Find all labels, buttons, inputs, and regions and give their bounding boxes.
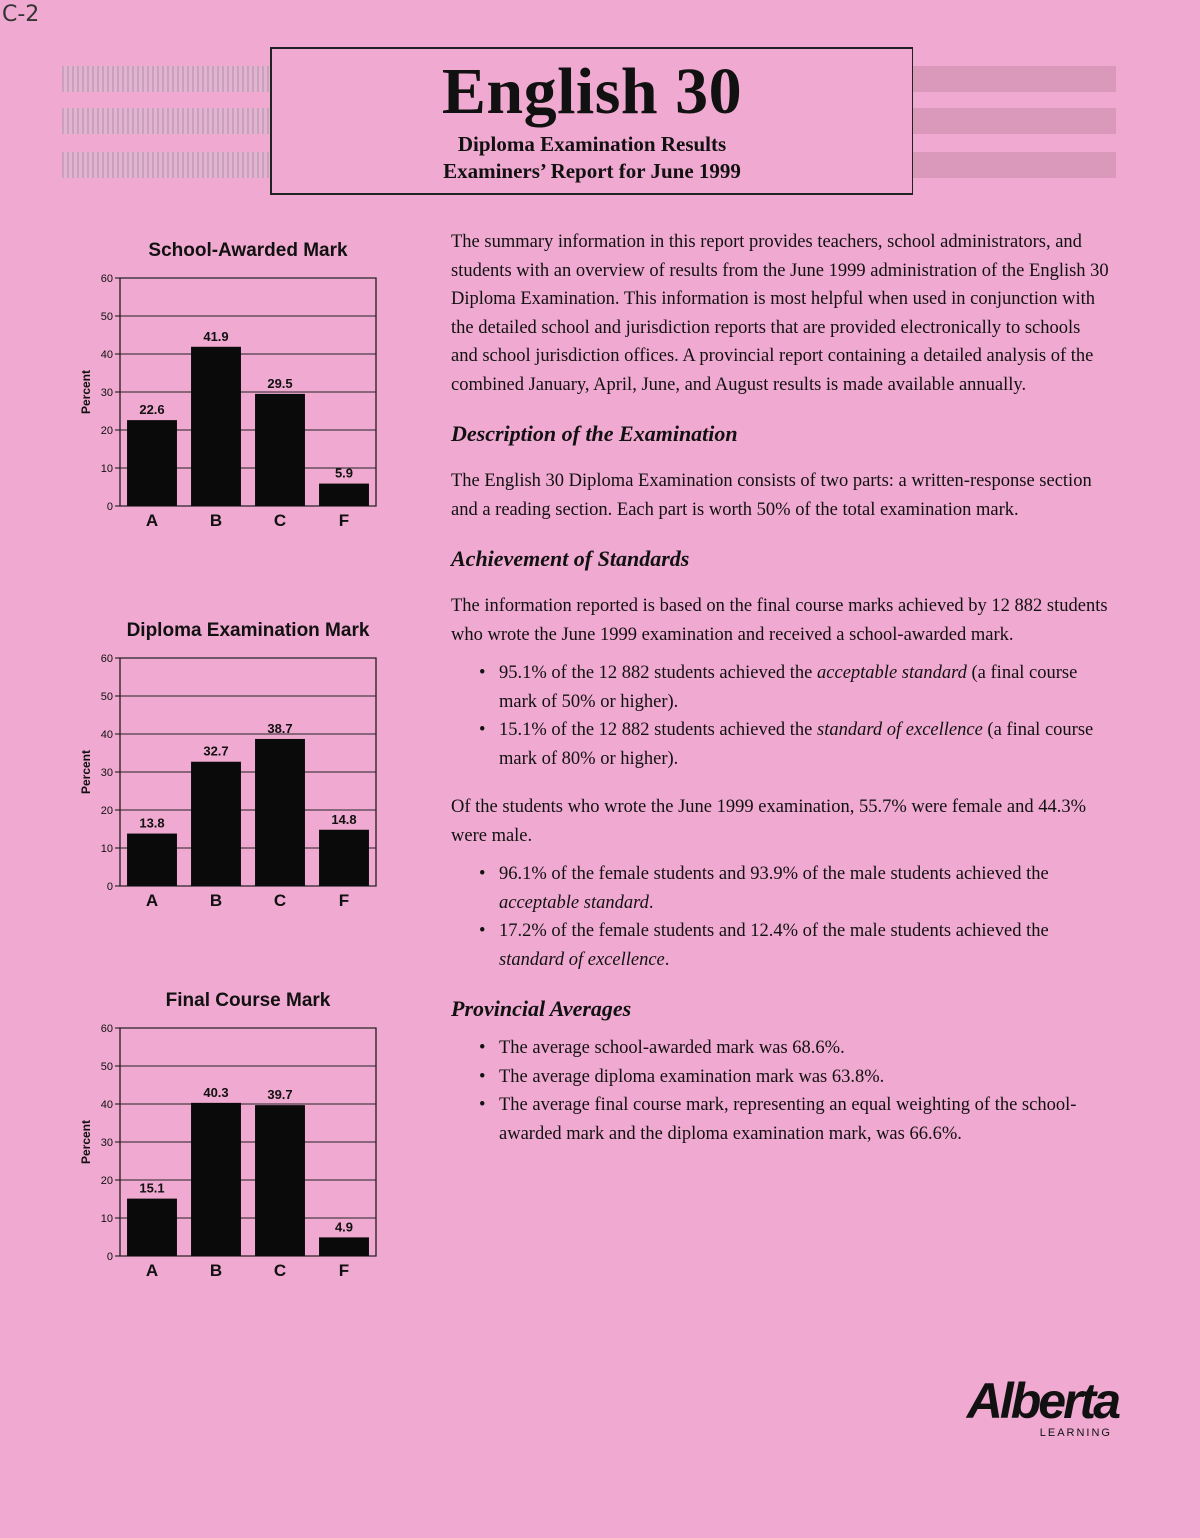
y-tick-label: 30 <box>100 387 113 399</box>
x-category-label: A <box>145 891 159 910</box>
section-heading-description: Description of the Examination <box>451 421 738 446</box>
y-tick-label: 20 <box>100 425 113 437</box>
y-axis-label: Percent <box>79 369 93 415</box>
bullet-item: • The average final course mark, representing an equal weighting of the school-awarded mark and the diploma examination mark, was 66.6%. <box>479 1091 1111 1148</box>
y-tick-label: 0 <box>106 1251 113 1263</box>
intro-paragraph: The summary information in this report provides teachers, school administrators, and students with an overview of results from the June 1999 administration of the English 30 Diploma Examination. This information is most helpful when used in conjunction with the detailed school and jurisdiction reports that are provided electronically to schools and school jurisdiction offices. A provincial report containing a detailed analysis of the combined January, April, June, and August results is made available annually. <box>451 232 1109 395</box>
subtitle-line-2: Examiners’ Report for June 1999 <box>443 159 741 183</box>
bar-C <box>255 1105 305 1256</box>
bar-value-label: 14.8 <box>331 811 357 827</box>
page-title: English 30 <box>441 55 743 128</box>
x-category-label: C <box>273 891 287 910</box>
chart-title: Final Course Mark <box>165 990 331 1011</box>
gender-bullets <box>479 860 1111 974</box>
y-tick-label: 40 <box>100 349 113 361</box>
bar-value-label: 13.8 <box>139 815 165 831</box>
bar-value-label: 22.6 <box>139 402 165 418</box>
bar-C <box>255 739 305 886</box>
chart-title: Diploma Examination Mark <box>126 620 370 641</box>
decorative-stripe <box>912 108 1116 134</box>
x-category-label: A <box>145 511 159 530</box>
y-tick-label: 50 <box>100 691 113 703</box>
y-tick-label: 60 <box>100 1023 113 1035</box>
y-tick-label: 30 <box>100 767 113 779</box>
final-course-chart <box>78 990 418 1310</box>
decorative-stripe <box>62 66 274 92</box>
chart-svg <box>78 646 418 946</box>
bar-B <box>191 347 241 506</box>
achievement-paragraph: The information reported is based on the final course marks achieved by 12 882 students who wrote the June 1999 examination and received a school-awarded mark. <box>451 596 1108 645</box>
subtitle-line-1: Diploma Examination Results <box>457 132 727 156</box>
x-category-label: B <box>209 1261 223 1280</box>
y-axis-label: Percent <box>79 1119 93 1165</box>
y-tick-label: 20 <box>100 1175 113 1187</box>
corner-handwritten-note: C-2 <box>2 2 40 27</box>
y-tick-label: 60 <box>100 273 113 285</box>
y-axis-label: Percent <box>79 749 93 795</box>
y-tick-label: 20 <box>100 805 113 817</box>
bar-value-label: 40.3 <box>203 1084 229 1100</box>
bar-value-label: 4.9 <box>334 1219 354 1235</box>
bullet-item: • The average diploma examination mark was 63.8%. <box>479 1063 1111 1092</box>
bar-value-label: 15.1 <box>139 1180 165 1196</box>
school-awarded-chart <box>78 240 418 560</box>
x-category-label: C <box>273 511 287 530</box>
achievement-bullets <box>479 659 1111 773</box>
x-category-label: B <box>209 511 223 530</box>
logo-wordmark: Alberta <box>966 1373 1118 1429</box>
y-tick-label: 40 <box>100 1099 113 1111</box>
y-tick-label: 10 <box>100 463 113 475</box>
y-tick-label: 50 <box>100 311 113 323</box>
x-category-label: F <box>338 1261 350 1280</box>
alberta-learning-logo <box>958 1375 1118 1439</box>
y-tick-label: 40 <box>100 729 113 741</box>
decorative-stripe <box>912 152 1116 178</box>
bar-C <box>255 394 305 506</box>
y-tick-label: 10 <box>100 1213 113 1225</box>
y-tick-label: 60 <box>100 653 113 665</box>
x-category-label: A <box>145 1261 159 1280</box>
bar-B <box>191 1103 241 1256</box>
diploma-exam-chart <box>78 620 418 940</box>
bullet-item: • 17.2% of the female students and 12.4% of the male students achieved the standard of excellence. <box>479 917 1111 974</box>
bar-value-label: 32.7 <box>203 743 229 759</box>
bar-value-label: 39.7 <box>267 1087 293 1103</box>
bullet-item: • The average school-awarded mark was 68.6%. <box>479 1034 1111 1063</box>
x-category-label: B <box>209 891 223 910</box>
bar-value-label: 5.9 <box>334 465 354 481</box>
bar-value-label: 41.9 <box>203 328 229 344</box>
bar-F <box>319 484 369 506</box>
bar-F <box>319 1237 369 1256</box>
bullet-item: • 15.1% of the 12 882 students achieved the standard of excellence (a final course mark of 80% or higher). <box>479 716 1111 773</box>
title-box <box>270 47 913 195</box>
y-tick-label: 10 <box>100 843 113 855</box>
report-text <box>451 228 1111 1168</box>
section-heading-achievement: Achievement of Standards <box>451 546 690 571</box>
bar-value-label: 38.7 <box>267 720 293 736</box>
decorative-stripe <box>62 152 274 178</box>
bar-A <box>127 420 177 506</box>
logo-tagline: LEARNING <box>1039 1427 1112 1439</box>
chart-svg <box>78 266 418 566</box>
description-paragraph: The English 30 Diploma Examination consists of two parts: a written-response section and a reading section. Each part is worth 50% of the total examination mark. <box>451 471 1092 520</box>
x-category-label: F <box>338 891 350 910</box>
bar-A <box>127 834 177 886</box>
averages-bullets <box>479 1034 1111 1148</box>
bar-A <box>127 1199 177 1256</box>
bullet-item: • 95.1% of the 12 882 students achieved the acceptable standard (a final course mark of 50% or higher). <box>479 659 1111 716</box>
x-category-label: F <box>338 511 350 530</box>
bullet-item: • 96.1% of the female students and 93.9% of the male students achieved the acceptable standard. <box>479 860 1111 917</box>
chart-title: School-Awarded Mark <box>148 240 348 261</box>
section-heading-averages: Provincial Averages <box>451 996 632 1021</box>
y-tick-label: 0 <box>106 881 113 893</box>
y-tick-label: 50 <box>100 1061 113 1073</box>
bar-value-label: 29.5 <box>267 375 293 391</box>
gender-paragraph: Of the students who wrote the June 1999 examination, 55.7% were female and 44.3% were male. <box>451 797 1086 846</box>
decorative-stripe <box>62 108 274 134</box>
bar-F <box>319 830 369 886</box>
y-tick-label: 30 <box>100 1137 113 1149</box>
x-category-label: C <box>273 1261 287 1280</box>
bar-B <box>191 762 241 886</box>
chart-svg <box>78 1016 418 1316</box>
y-tick-label: 0 <box>106 501 113 513</box>
decorative-stripe <box>912 66 1116 92</box>
